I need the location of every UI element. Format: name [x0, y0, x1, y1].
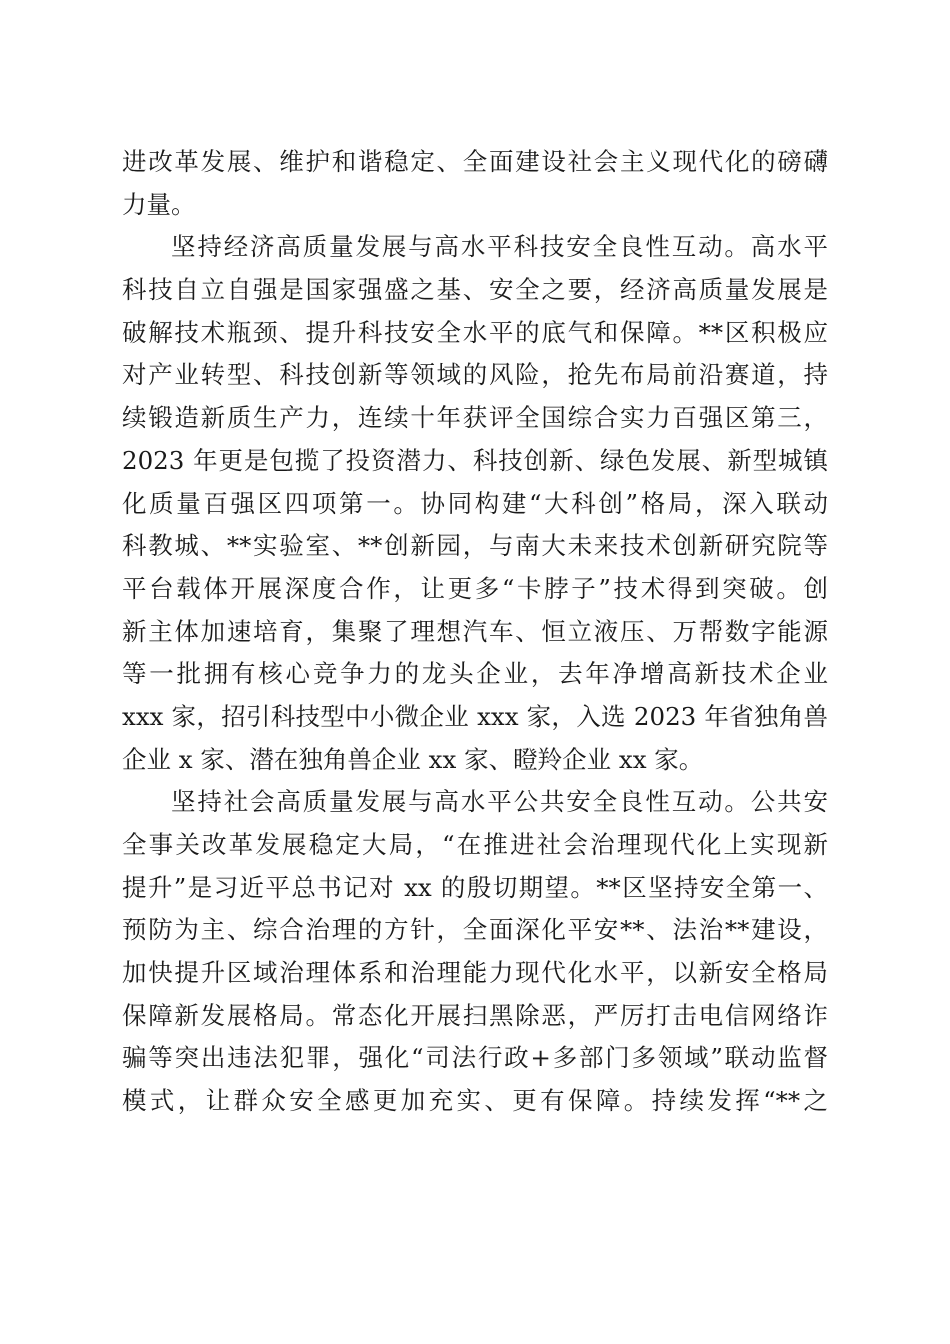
- text-line: 预防为主、综合治理的方针，全面深化平安**、法治**建设，: [122, 915, 828, 945]
- paragraph-first-line: 坚持经济高质量发展与高水平科技安全良性互动。高水平: [171, 232, 828, 262]
- text-line: 模式，让群众安全感更加充实、更有保障。持续发挥“**之: [122, 1086, 828, 1116]
- text-line: 科技自立自强是国家强盛之基、安全之要，经济高质量发展是: [122, 275, 828, 305]
- text-line: xxx 家，招引科技型中小微企业 xxx 家，入选 2023 年省独角兽: [122, 701, 828, 731]
- text-line: 对产业转型、科技创新等领域的风险，抢先布局前沿赛道，持: [122, 360, 828, 390]
- document-body: [122, 141, 828, 1123]
- text-line: 加快提升区域治理体系和治理能力现代化水平，以新安全格局: [122, 958, 828, 988]
- text-line: 化质量百强区四项第一。协同构建“大科创”格局，深入联动: [122, 488, 828, 518]
- text-line: 力量。: [122, 189, 196, 219]
- paragraph-first-line: 坚持社会高质量发展与高水平公共安全良性互动。公共安: [171, 787, 828, 817]
- text-line: 新主体加速培育，集聚了理想汽车、恒立液压、万帮数字能源: [122, 616, 828, 646]
- text-line: 2023 年更是包揽了投资潜力、科技创新、绿色发展、新型城镇: [122, 445, 828, 475]
- text-line: 等一批拥有核心竞争力的龙头企业，去年净增高新技术企业: [122, 659, 828, 689]
- text-line: 保障新发展格局。常态化开展扫黑除恶，严厉打击电信网络诈: [122, 1000, 828, 1030]
- text-line: 科教城、**实验室、**创新园，与南大未来技术创新研究院等: [122, 531, 828, 561]
- text-line: 破解技术瓶颈、提升科技安全水平的底气和保障。**区积极应: [122, 317, 828, 347]
- text-line: 企业 x 家、潜在独角兽企业 xx 家、瞪羚企业 xx 家。: [122, 744, 704, 774]
- text-line: 提升”是习近平总书记对 xx 的殷切期望。**区坚持安全第一、: [122, 872, 828, 902]
- text-line: 进改革发展、维护和谐稳定、全面建设社会主义现代化的磅礴: [122, 147, 828, 176]
- text-line: 骗等突出违法犯罪，强化“司法行政+多部门多领域”联动监督: [122, 1043, 828, 1073]
- text-line: 平台载体开展深度合作，让更多“卡脖子”技术得到突破。创: [122, 573, 828, 603]
- text-line: 续锻造新质生产力，连续十年获评全国综合实力百强区第三，: [122, 403, 828, 433]
- text-line: 全事关改革发展稳定大局，“在推进社会治理现代化上实现新: [122, 830, 828, 859]
